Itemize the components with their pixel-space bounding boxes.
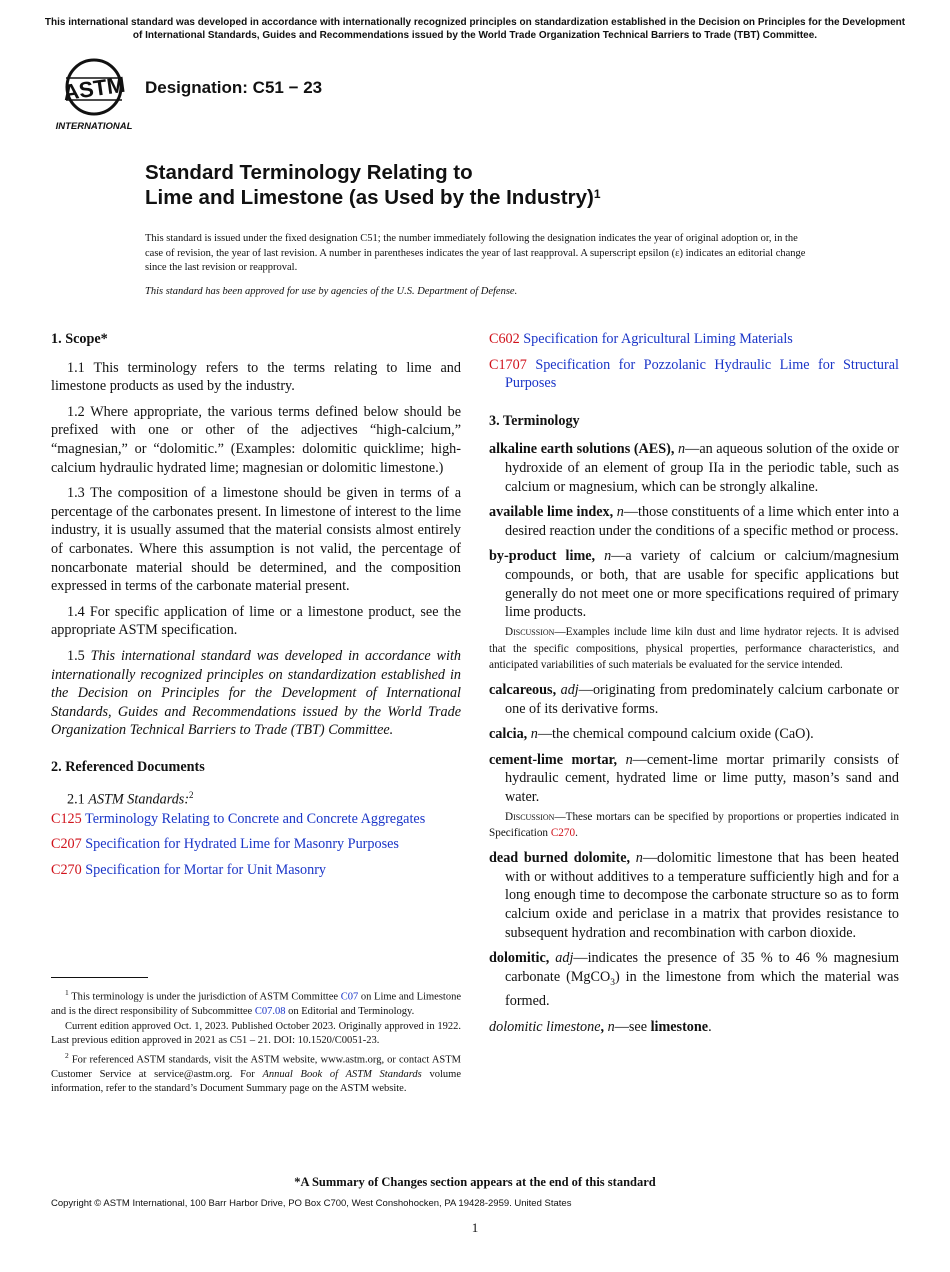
astm-standards-subheading	[51, 786, 461, 809]
footnote-2	[51, 1049, 461, 1096]
term-cement-lime-mortar	[489, 751, 899, 807]
referenced-documents-heading: 2. Referenced Documents	[51, 758, 205, 775]
page-number: 1	[471, 1220, 479, 1235]
term-pos: n	[607, 1018, 615, 1035]
term-definition: —those constituents of a lime which enter into a desired reaction under the conditions of a specific method or process.	[505, 504, 900, 539]
term-name: dolomitic,	[489, 950, 550, 967]
ref-code[interactable]: C125	[51, 810, 82, 827]
term-definition: —the chemical compound calcium oxide (CaO).	[537, 726, 814, 743]
ref-item-c270[interactable]	[51, 861, 461, 880]
term-available-lime-index	[489, 503, 899, 540]
title-line-1: Standard Terminology Relating to	[145, 161, 473, 184]
term-name: dead burned dolomite,	[489, 850, 631, 867]
scope-1-5-num: 1.5	[67, 647, 85, 664]
designation: Designation: C51 − 23	[145, 78, 323, 97]
ref-title[interactable]: Terminology Relating to Concrete and Concrete Aggregates	[85, 810, 426, 827]
subheading-num: 2.1	[67, 792, 85, 809]
term-name: calcareous,	[489, 682, 557, 699]
wto-notice: This international standard was developed in accordance with internationally recognized principles on standardization established in the Decision on Principles for the Development of International Standards, Guides and Recommendations issued by the World Trade Organization Technical Barriers to Trade (TBT) Committee.	[44, 17, 906, 41]
term-pos: n	[604, 548, 612, 565]
term-definition: —an aqueous solution of the oxide or hydroxide of an element of group IIa in the periodic table, such as calcium or magnesium, which can be strongly alkaline.	[505, 441, 900, 495]
approved-note: This standard has been approved for use by agencies of the U.S. Department of Defense.	[145, 286, 518, 297]
footnote-1	[51, 986, 461, 1019]
term-pos: adj	[555, 950, 574, 967]
footnote-1-text-c: on Editorial and Terminology.	[285, 1005, 415, 1017]
discussion-cement-lime-mortar	[489, 809, 899, 843]
discussion-by-product-lime	[489, 624, 899, 674]
term-calcareous	[489, 681, 899, 718]
term-dead-burned-dolomite	[489, 849, 899, 942]
footnote-1-text-b: on Lime and Limestone and is the direct responsibility of Subcommittee	[51, 991, 461, 1017]
term-definition: —dolomitic limestone that has been heated with or without additives to a temperature sufficiently high and for a long enough time to decompose the carbonate structure so as to form calcium oxide and periclase in a matrix that provides resistance to subsequent hydration and recombination with carbon dioxide.	[505, 850, 899, 941]
ref-item-c125[interactable]	[51, 810, 461, 829]
copyright: Copyright © ASTM International, 100 Barr Harbor Drive, PO Box C700, West Conshohocken, PA 19428-2959. United States	[51, 1198, 572, 1209]
term-end: .	[708, 1018, 712, 1035]
subcommittee-c07-08-link[interactable]: C07.08	[254, 1005, 286, 1017]
astm-logo-icon	[52, 56, 136, 132]
term-name: dolomitic limestone	[489, 1018, 601, 1035]
discussion-label: Discussion	[505, 810, 555, 823]
ref-item-c602[interactable]	[489, 330, 899, 349]
term-dolomitic	[489, 949, 899, 1011]
page-title	[145, 160, 601, 210]
footnote-1-marker: 1	[65, 988, 69, 997]
footnote-1-text-a: This terminology is under the jurisdiction of ASTM Committee	[71, 991, 341, 1003]
footnote-2-marker: 2	[65, 1051, 69, 1061]
ref-item-c1707[interactable]	[489, 356, 899, 393]
term-name: calcia,	[489, 726, 528, 743]
right-column	[489, 330, 899, 1043]
ref-code[interactable]: C1707	[489, 356, 527, 373]
ref-title[interactable]: Specification for Agricultural Liming Materials	[523, 331, 793, 347]
title-line-2-text: Lime and Limestone (as Used by the Industry)	[145, 186, 594, 209]
footnote-2-italic: Annual Book of ASTM Standards	[262, 1069, 422, 1081]
ref-item-c207[interactable]	[51, 835, 461, 854]
scope-1-1: 1.1 This terminology refers to the terms relating to lime and limestone products as used by the industry.	[51, 359, 461, 395]
term-alkaline-earth-solutions	[489, 440, 899, 496]
scope-heading: 1. Scope*	[51, 331, 108, 347]
term-pos: adj	[560, 682, 579, 699]
scope-1-5	[51, 647, 461, 740]
left-column	[51, 330, 461, 887]
term-name: available lime index,	[489, 504, 614, 521]
term-name: alkaline earth solutions (AES),	[489, 441, 675, 458]
svg-text:INTERNATIONAL: INTERNATIONAL	[55, 121, 133, 132]
ref-code[interactable]: C270	[51, 861, 82, 878]
footnote-2-text-a: For referenced ASTM standards, visit the ASTM website, www.astm.org, or contact ASTM Customer Service at service@astm.org. For	[51, 1054, 461, 1081]
scope-1-4: 1.4 For specific application of lime or a limestone product, see the appropriate ASTM specification.	[51, 603, 461, 639]
scope-1-2: 1.2 Where appropriate, the various terms defined below should be prefixed with one or other of the adjectives “high-calcium,” “magnesian,” or “dolomitic.” (Examples: dolomitic quicklime; high-calcium hydraulic hydrated lime; magnesian or dolomitic limestone.)	[51, 403, 461, 476]
scope-1-5-text: This international standard was developed in accordance with internationally recognized principles on standardization established in the Decision on Principles for the Development of International Standards, Guides and Recommendations issued by the World Trade Organization Technical Barriers to Trade (TBT) Committee.	[51, 647, 461, 739]
footnotes	[51, 986, 461, 1097]
term-definition: —see	[614, 1018, 651, 1035]
term-definition: —a variety of calcium or calcium/magnesium compounds, or both, that are usable for specific applications but generally do not meet one or more specifications required of primary lime products.	[505, 548, 900, 621]
title-footnote-marker: 1	[593, 187, 601, 201]
footnote-2-text-b: volume information, refer to the standard’s Document Summary page on the ASTM website.	[51, 1069, 461, 1095]
term-pos: n	[530, 726, 538, 743]
discussion-text: —These mortars can be specified by proportions or properties indicated in Specification	[489, 810, 899, 840]
ref-title[interactable]: Specification for Mortar for Unit Masonry	[85, 861, 327, 878]
ref-title[interactable]: Specification for Hydrated Lime for Masonry Purposes	[85, 836, 399, 853]
edition-note: Current edition approved Oct. 1, 2023. Published October 2023. Originally approved in 1922. Last previous edition approved in 2021 as C51 – 21. DOI: 10.1520/C0051-23.	[51, 1020, 461, 1047]
term-pos: n	[635, 850, 643, 867]
term-definition-subscript: 3	[610, 977, 615, 988]
term-by-product-lime	[489, 547, 899, 621]
terminology-heading: 3. Terminology	[489, 412, 580, 429]
scope-1-3: 1.3 The composition of a limestone should be given in terms of a percentage of the carbonates present. In limestone of interest to the lime industry, it is usually assumed that the material consists almost entirely of carbonates. Where this assumption is not valid, the percentage of noncarbonate material should be determined, and the composition expressed in terms of the carbonate material present.	[51, 485, 461, 595]
term-name: by-product lime,	[489, 548, 596, 565]
ref-code[interactable]: C602	[489, 331, 520, 347]
term-definition-b: ) in the limestone from which the material was formed.	[505, 968, 899, 1010]
term-definition-a: —indicates the presence of 35 % to 46 % magnesium carbonate (MgCO	[505, 950, 900, 985]
subheading-footnote-marker: 2	[189, 790, 194, 801]
ref-code[interactable]: C207	[51, 836, 82, 853]
term-pos: n	[625, 751, 633, 768]
discussion-label: Discussion	[505, 625, 555, 638]
svg-text:ASTM: ASTM	[61, 71, 127, 106]
term-dolomitic-limestone: dolomitic limestone, n—see limestone.	[489, 1018, 712, 1035]
term-calcia	[489, 725, 899, 744]
term-pos: n	[678, 441, 686, 458]
discussion-text: —Examples include lime kiln dust and lime hydrator rejects. It is advised that the specific compositions, physical properties, performance characteristics, and anticipated variabilities of such materials be evaluated for the service intended.	[489, 625, 899, 672]
term-definition: —cement-lime mortar primarily consists of hydraulic cement, hydrated lime or lime putty, mason’s sand and water.	[505, 751, 900, 806]
subheading-label: ASTM Standards:	[88, 792, 190, 809]
committee-c07-link[interactable]: C07	[340, 991, 359, 1003]
term-name: cement-lime mortar,	[489, 751, 618, 768]
issue-note: This standard is issued under the fixed designation C51; the number immediately following the designation indicates the year of original adoption or, in the case of revision, the year of last revision. A number in parentheses indicates the year of last reapproval. A superscript epsilon (ε) indicates an editorial change since the last revision or reapproval.	[145, 233, 806, 273]
title-line-2	[145, 185, 601, 210]
see-limestone-ref: limestone	[650, 1018, 709, 1035]
term-definition: —originating from predominately calcium carbonate or one of its derivative forms.	[505, 682, 899, 717]
summary-of-changes-note: *A Summary of Changes section appears at the end of this standard	[294, 1175, 656, 1189]
specification-c270-link[interactable]: C270	[550, 827, 576, 840]
footnote-divider	[51, 977, 148, 978]
ref-title[interactable]: Specification for Pozzolanic Hydraulic Lime for Structural Purposes	[505, 356, 899, 392]
discussion-end: .	[575, 827, 578, 840]
term-pos: n	[616, 504, 624, 521]
